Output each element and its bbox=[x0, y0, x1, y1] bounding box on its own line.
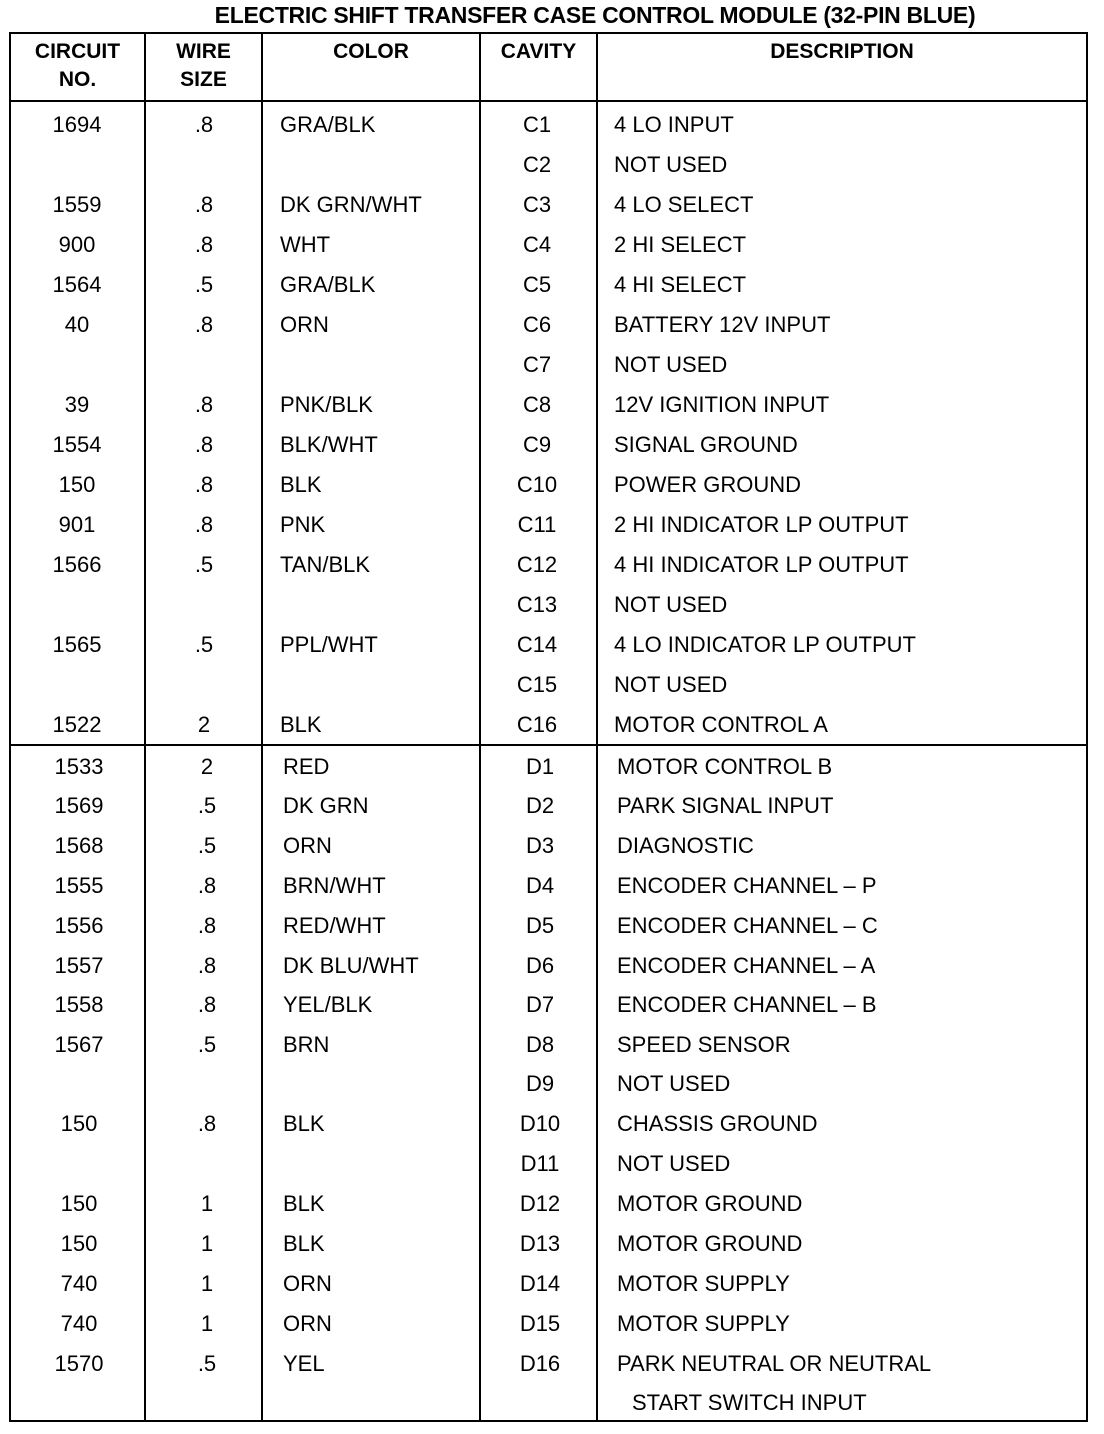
wire-size-cell: .8 bbox=[194, 312, 214, 337]
description-cell: ENCODER CHANNEL – P bbox=[617, 873, 877, 898]
wire-size-cell: .8 bbox=[194, 112, 214, 137]
color-cell: BLK bbox=[283, 1111, 325, 1136]
table-row bbox=[0, 110, 1104, 140]
table-row bbox=[0, 1349, 1104, 1379]
wire-size-cell: .8 bbox=[197, 1111, 217, 1136]
circuit-no-cell: 150 bbox=[60, 1231, 98, 1256]
color-cell: BRN bbox=[283, 1032, 330, 1057]
cavity-cell: D1 bbox=[525, 754, 555, 779]
circuit-no-cell: 40 bbox=[64, 312, 90, 337]
circuit-no-cell: 900 bbox=[58, 232, 96, 257]
color-cell: PPL/WHT bbox=[280, 632, 378, 657]
wire-size-cell: .5 bbox=[194, 552, 214, 577]
wire-size-cell: .8 bbox=[194, 512, 214, 537]
color-cell: DK GRN bbox=[283, 793, 369, 818]
document-title: ELECTRIC SHIFT TRANSFER CASE CONTROL MODULE (32-PIN BLUE) bbox=[214, 2, 976, 28]
description-cell: PARK SIGNAL INPUT bbox=[617, 793, 834, 818]
table-row bbox=[0, 630, 1104, 660]
circuit-no-cell: 1568 bbox=[54, 833, 104, 858]
table-row-continuation bbox=[0, 1388, 1104, 1418]
cavity-cell: C2 bbox=[522, 152, 552, 177]
circuit-no-cell: 1558 bbox=[54, 992, 104, 1017]
description-cell: CHASSIS GROUND bbox=[617, 1111, 818, 1136]
description-cell: SPEED SENSOR bbox=[617, 1032, 791, 1057]
circuit-no-cell: 1556 bbox=[54, 913, 104, 938]
circuit-no-cell: 150 bbox=[58, 472, 96, 497]
table-row bbox=[0, 990, 1104, 1020]
circuit-no-cell: 740 bbox=[60, 1271, 98, 1296]
table-row bbox=[0, 1069, 1104, 1099]
table-row bbox=[0, 270, 1104, 300]
table-row bbox=[0, 1109, 1104, 1139]
table-row bbox=[0, 470, 1104, 500]
wire-size-cell: .5 bbox=[194, 632, 214, 657]
cavity-cell: C5 bbox=[522, 272, 552, 297]
circuit-no-cell: 1533 bbox=[54, 754, 104, 779]
description-cell: 2 HI INDICATOR LP OUTPUT bbox=[614, 512, 909, 537]
wire-size-cell: .5 bbox=[197, 793, 217, 818]
color-cell: GRA/BLK bbox=[280, 112, 376, 137]
description-continuation: START SWITCH INPUT bbox=[632, 1390, 867, 1415]
cavity-cell: C3 bbox=[522, 192, 552, 217]
table-row bbox=[0, 230, 1104, 260]
table-row bbox=[0, 951, 1104, 981]
description-cell: NOT USED bbox=[614, 352, 728, 377]
header-description: DESCRIPTION bbox=[770, 40, 914, 63]
color-cell: TAN/BLK bbox=[280, 552, 371, 577]
circuit-no-cell: 1569 bbox=[54, 793, 104, 818]
cavity-cell: C6 bbox=[522, 312, 552, 337]
table-row bbox=[0, 390, 1104, 420]
cavity-cell: C4 bbox=[522, 232, 552, 257]
color-cell: RED bbox=[283, 754, 330, 779]
wire-size-cell: 1 bbox=[200, 1311, 214, 1336]
wire-size-cell: .5 bbox=[194, 272, 214, 297]
color-cell: YEL/BLK bbox=[283, 992, 373, 1017]
header-circuit-line1: CIRCUIT bbox=[34, 40, 121, 63]
header-divider bbox=[9, 100, 1088, 102]
description-cell: 2 HI SELECT bbox=[614, 232, 747, 257]
description-cell: NOT USED bbox=[617, 1151, 731, 1176]
description-cell: BATTERY 12V INPUT bbox=[614, 312, 831, 337]
color-cell: BRN/WHT bbox=[283, 873, 386, 898]
description-cell: SIGNAL GROUND bbox=[614, 432, 798, 457]
cavity-cell: C8 bbox=[522, 392, 552, 417]
wire-size-cell: .8 bbox=[194, 472, 214, 497]
wire-size-cell: .8 bbox=[194, 232, 214, 257]
wire-size-cell: .8 bbox=[194, 432, 214, 457]
table-row bbox=[0, 1149, 1104, 1179]
wire-size-cell: .8 bbox=[197, 953, 217, 978]
wire-size-cell: .5 bbox=[197, 1351, 217, 1376]
circuit-no-cell: 150 bbox=[60, 1191, 98, 1216]
wire-size-cell: .5 bbox=[197, 1032, 217, 1057]
description-cell: MOTOR CONTROL A bbox=[614, 712, 828, 737]
cavity-cell: C11 bbox=[517, 512, 557, 537]
table-row bbox=[0, 1309, 1104, 1339]
color-cell: BLK/WHT bbox=[280, 432, 378, 457]
cavity-cell: D12 bbox=[519, 1191, 561, 1216]
wire-size-cell: .5 bbox=[197, 833, 217, 858]
description-cell: MOTOR SUPPLY bbox=[617, 1311, 790, 1336]
circuit-no-cell: 1555 bbox=[54, 873, 104, 898]
wire-size-cell: 2 bbox=[197, 712, 211, 737]
table-row bbox=[0, 1189, 1104, 1219]
wire-size-cell: 1 bbox=[200, 1271, 214, 1296]
header-cavity: CAVITY bbox=[500, 40, 577, 63]
wire-size-cell: .8 bbox=[197, 873, 217, 898]
description-cell: 4 HI SELECT bbox=[614, 272, 747, 297]
table-row bbox=[0, 510, 1104, 540]
table-row bbox=[0, 710, 1104, 740]
description-cell: MOTOR GROUND bbox=[617, 1191, 803, 1216]
circuit-no-cell: 1566 bbox=[52, 552, 102, 577]
table-row bbox=[0, 430, 1104, 460]
cavity-cell: D5 bbox=[525, 913, 555, 938]
color-cell: ORN bbox=[283, 1271, 332, 1296]
circuit-no-cell: 901 bbox=[58, 512, 96, 537]
circuit-no-cell: 39 bbox=[64, 392, 90, 417]
header-circuit-line2: NO. bbox=[58, 68, 97, 91]
color-cell: RED/WHT bbox=[283, 913, 386, 938]
description-cell: ENCODER CHANNEL – B bbox=[617, 992, 877, 1017]
description-cell: 4 LO SELECT bbox=[614, 192, 754, 217]
circuit-no-cell: 1522 bbox=[52, 712, 102, 737]
color-cell: ORN bbox=[280, 312, 329, 337]
description-cell: PARK NEUTRAL OR NEUTRAL bbox=[617, 1351, 932, 1376]
cavity-cell: D13 bbox=[519, 1231, 561, 1256]
description-cell: 12V IGNITION INPUT bbox=[614, 392, 830, 417]
circuit-no-cell: 1694 bbox=[52, 112, 102, 137]
cavity-cell: C12 bbox=[516, 552, 558, 577]
color-cell: BLK bbox=[283, 1191, 325, 1216]
cavity-cell: D3 bbox=[525, 833, 555, 858]
color-cell: BLK bbox=[280, 472, 322, 497]
group-divider bbox=[9, 744, 1088, 746]
cavity-cell: C13 bbox=[516, 592, 558, 617]
header-circuit-no bbox=[11, 38, 144, 94]
table-row bbox=[0, 871, 1104, 901]
wire-size-cell: 1 bbox=[200, 1231, 214, 1256]
color-cell: ORN bbox=[283, 833, 332, 858]
cavity-cell: D15 bbox=[519, 1311, 561, 1336]
cavity-cell: D16 bbox=[519, 1351, 561, 1376]
circuit-no-cell: 1565 bbox=[52, 632, 102, 657]
circuit-no-cell: 1554 bbox=[52, 432, 102, 457]
cavity-cell: D9 bbox=[525, 1071, 555, 1096]
table-row bbox=[0, 1030, 1104, 1060]
color-cell: ORN bbox=[283, 1311, 332, 1336]
header-wire-line2: SIZE bbox=[180, 68, 227, 91]
cavity-cell: D2 bbox=[525, 793, 555, 818]
cavity-cell: D8 bbox=[525, 1032, 555, 1057]
circuit-no-cell: 740 bbox=[60, 1311, 98, 1336]
description-cell: MOTOR SUPPLY bbox=[617, 1271, 790, 1296]
table-row bbox=[0, 911, 1104, 941]
description-cell: ENCODER CHANNEL – A bbox=[617, 953, 876, 978]
color-cell: PNK/BLK bbox=[280, 392, 373, 417]
description-cell: MOTOR CONTROL B bbox=[617, 754, 833, 779]
circuit-no-cell: 1570 bbox=[54, 1351, 104, 1376]
cavity-cell: D4 bbox=[525, 873, 555, 898]
color-cell: PNK bbox=[280, 512, 326, 537]
circuit-no-cell: 1564 bbox=[52, 272, 102, 297]
cavity-cell: C1 bbox=[522, 112, 552, 137]
cavity-cell: C10 bbox=[516, 472, 558, 497]
cavity-cell: D14 bbox=[519, 1271, 561, 1296]
wire-size-cell: .8 bbox=[197, 913, 217, 938]
color-cell: DK BLU/WHT bbox=[283, 953, 419, 978]
description-cell: NOT USED bbox=[614, 672, 728, 697]
table-row bbox=[0, 590, 1104, 620]
cavity-cell: C14 bbox=[516, 632, 558, 657]
color-cell: DK GRN/WHT bbox=[280, 192, 422, 217]
wire-size-cell: .8 bbox=[194, 392, 214, 417]
wire-size-cell: 1 bbox=[200, 1191, 214, 1216]
header-wire-size bbox=[146, 38, 261, 94]
table-row bbox=[0, 791, 1104, 821]
header-color: COLOR bbox=[333, 40, 409, 63]
circuit-no-cell: 150 bbox=[60, 1111, 98, 1136]
cavity-cell: C15 bbox=[516, 672, 558, 697]
circuit-no-cell: 1557 bbox=[54, 953, 104, 978]
table-row bbox=[0, 190, 1104, 220]
description-cell: NOT USED bbox=[614, 152, 728, 177]
table-row bbox=[0, 150, 1104, 180]
color-cell: GRA/BLK bbox=[280, 272, 376, 297]
circuit-no-cell: 1567 bbox=[54, 1032, 104, 1057]
cavity-cell: C9 bbox=[522, 432, 552, 457]
cavity-cell: D6 bbox=[525, 953, 555, 978]
description-cell: DIAGNOSTIC bbox=[617, 833, 754, 858]
table-row bbox=[0, 310, 1104, 340]
description-cell: ENCODER CHANNEL – C bbox=[617, 913, 878, 938]
description-cell: 4 LO INPUT bbox=[614, 112, 734, 137]
table-row bbox=[0, 831, 1104, 861]
description-cell: 4 LO INDICATOR LP OUTPUT bbox=[614, 632, 916, 657]
table-row bbox=[0, 752, 1104, 782]
cavity-cell: C16 bbox=[516, 712, 558, 737]
header-wire-line1: WIRE bbox=[176, 40, 231, 63]
description-cell: NOT USED bbox=[617, 1071, 731, 1096]
description-cell: MOTOR GROUND bbox=[617, 1231, 803, 1256]
cavity-cell: D7 bbox=[525, 992, 555, 1017]
cavity-cell: C7 bbox=[522, 352, 552, 377]
color-cell: BLK bbox=[280, 712, 322, 737]
cavity-cell: D11 bbox=[520, 1151, 560, 1176]
description-cell: NOT USED bbox=[614, 592, 728, 617]
table-row bbox=[0, 670, 1104, 700]
description-cell: POWER GROUND bbox=[614, 472, 801, 497]
wire-size-cell: .8 bbox=[194, 192, 214, 217]
description-cell: 4 HI INDICATOR LP OUTPUT bbox=[614, 552, 909, 577]
cavity-cell: D10 bbox=[519, 1111, 561, 1136]
color-cell: BLK bbox=[283, 1231, 325, 1256]
color-cell: YEL bbox=[283, 1351, 325, 1376]
table-row bbox=[0, 550, 1104, 580]
table-row bbox=[0, 1229, 1104, 1259]
wire-size-cell: 2 bbox=[200, 754, 214, 779]
color-cell: WHT bbox=[280, 232, 331, 257]
table-row bbox=[0, 1269, 1104, 1299]
table-row bbox=[0, 350, 1104, 380]
circuit-no-cell: 1559 bbox=[52, 192, 102, 217]
wire-size-cell: .8 bbox=[197, 992, 217, 1017]
